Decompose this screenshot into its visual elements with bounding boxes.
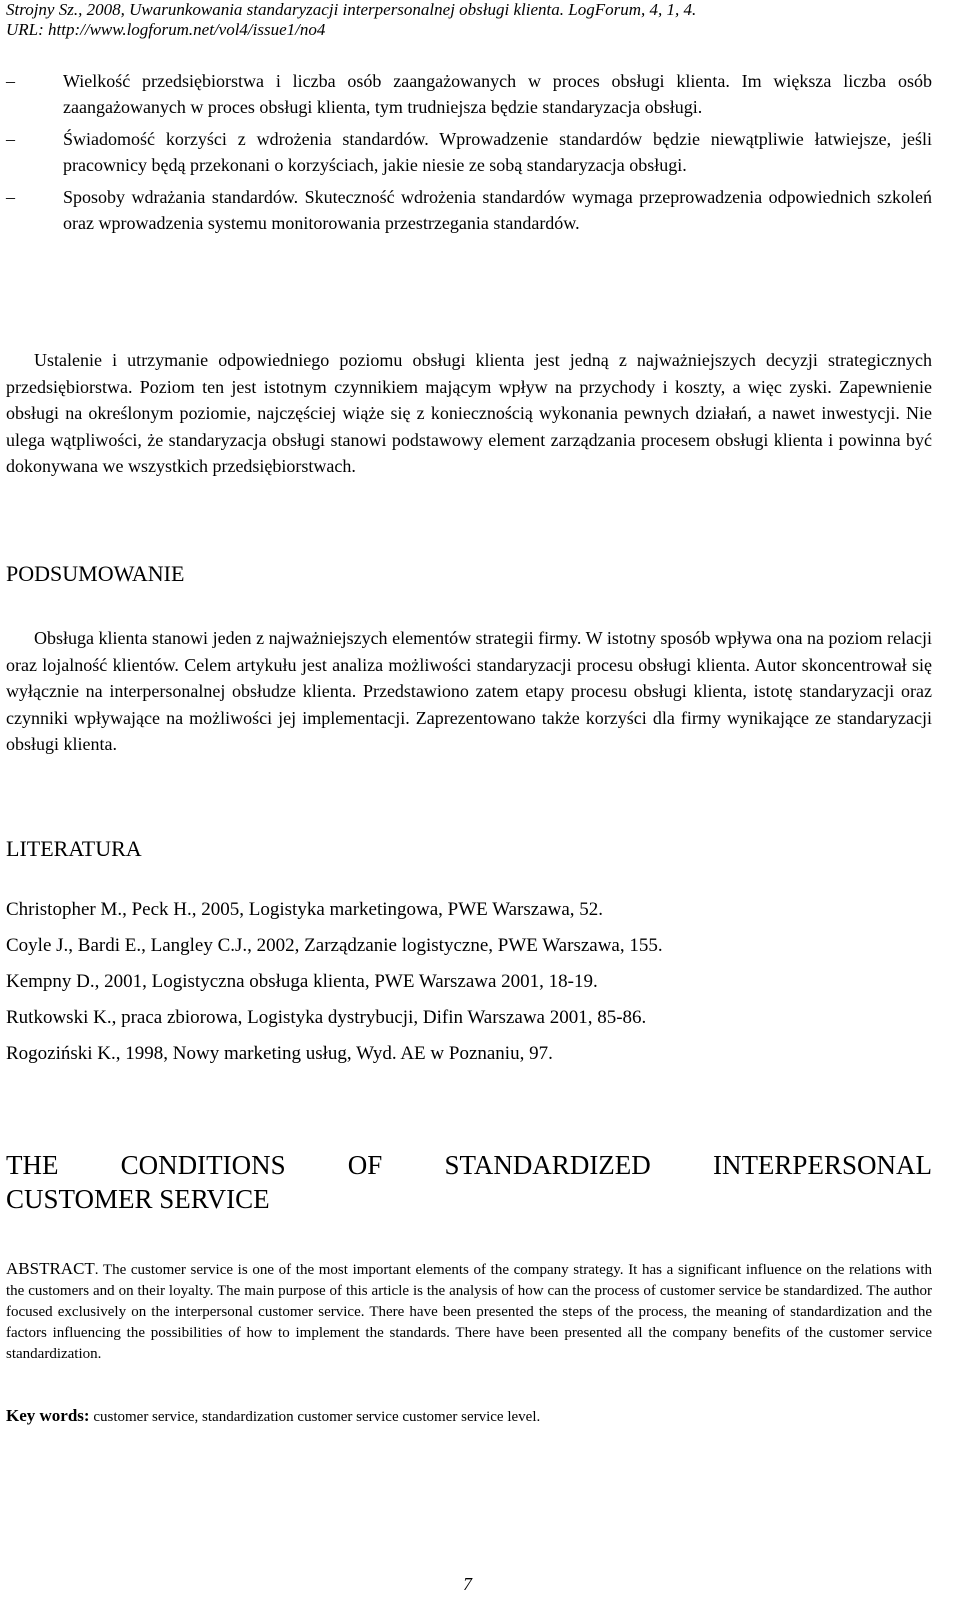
title-word: OF — [347, 1150, 383, 1180]
header-url: URL: http://www.logforum.net/vol4/issue1/no4 — [6, 20, 326, 39]
reference-item: Christopher M., Peck H., 2005, Logistyka marketingowa, PWE Warszawa, 52. — [6, 899, 604, 920]
reference-item: Kempny D., 2001, Logistyczna obsługa klienta, PWE Warszawa 2001, 18-19. — [6, 971, 598, 992]
reference-list — [6, 898, 932, 1078]
keywords-label: Key words: — [6, 1406, 90, 1425]
list-item — [6, 68, 932, 120]
list-item — [6, 126, 932, 178]
list-item — [6, 184, 932, 236]
dash-bullet: – — [6, 71, 15, 91]
page-number: 7 — [463, 1574, 472, 1594]
reference-item: Rutkowski K., praca zbiorowa, Logistyka dystrybucji, Difin Warszawa 2001, 85-86. — [6, 1007, 647, 1028]
keywords-text: customer service, standardization customer service customer service level. — [89, 1409, 541, 1425]
body-paragraph: Ustalenie i utrzymanie odpowiedniego poziomu obsługi klienta jest jedną z najważniejszych decyzji strategicznych przedsiębiorstwa. Poziom ten jest istotnym czynnikiem mającym wpływ na przychody i koszty, a więc zyski. Zapewnienie obsługi na określonym poziomie, najczęściej wiąże się z koniecznością wykonania pewnych działań, a nawet inwestycji. Nie ulega wątpliwości, że standaryzacja obsługi stanowi podstawowy element zarządzania procesem obsługi klienta i powinna być dokonywana we wszystkich przedsiębiorstwach. — [6, 350, 932, 476]
bullet-list — [6, 68, 932, 242]
title-word: THE — [6, 1150, 59, 1180]
summary-heading: PODSUMOWANIE — [6, 561, 185, 586]
reference-item: Coyle J., Bardi E., Langley C.J., 2002, Zarządzanie logistyczne, PWE Warszawa, 155. — [6, 935, 663, 956]
abstract-text: . The customer service is one of the most important elements of the company strategy. It has a significant influence on the relations with the customers and on their loyalty. The main purpose of this article is the analysis of how can the process of customer service be standardized. The author focused exclusively on the interpersonal customer service. There have been presented the steps of the process, the meaning of standardization and the factors influencing the possibilities of how to implement the standards. There have been presented all the company benefits of the customer service standardization. — [6, 1262, 932, 1362]
english-title — [6, 1148, 932, 1216]
literature-heading: LITERATURA — [6, 836, 142, 861]
english-title-line2: CUSTOMER SERVICE — [6, 1184, 270, 1214]
title-word: STANDARDIZED — [444, 1150, 651, 1180]
title-word: CONDITIONS — [120, 1150, 286, 1180]
list-item-text: Sposoby wdrażania standardów. Skuteczność wdrożenia standardów wymaga przeprowadzenia odpowiednich szkoleń oraz wprowadzenia systemu monitorowania przestrzegania standardów. — [63, 187, 932, 233]
list-item-text: Wielkość przedsiębiorstwa i liczba osób zaangażowanych w proces obsługi klienta. Im większa liczba osób zaangażowanych w proces obsługi klienta, tym trudniejsza będzie standaryzacja obsługi. — [63, 71, 932, 117]
reference-item: Rogoziński K., 1998, Nowy marketing usług, Wyd. AE w Poznaniu, 97. — [6, 1043, 553, 1064]
abstract-label: ABSTRACT — [6, 1259, 95, 1278]
header-citation: Strojny Sz., 2008, Uwarunkowania standaryzacji interpersonalnej obsługi klienta. LogForum, 4, 1, 4. — [6, 0, 697, 19]
abstract — [6, 1258, 932, 1365]
list-item-text: Świadomość korzyści z wdrożenia standardów. Wprowadzenie standardów będzie niewątpliwie łatwiejsze, jeśli pracownicy będą przekonani o korzyściach, jakie niesie ze sobą standaryzacja obsługi. — [63, 129, 932, 175]
running-header — [6, 0, 806, 40]
english-title-line1 — [6, 1148, 932, 1182]
title-word: INTERPERSONAL — [712, 1150, 932, 1180]
keywords — [6, 1405, 932, 1428]
dash-bullet: – — [6, 187, 15, 207]
summary-paragraph: Obsługa klienta stanowi jeden z najważniejszych elementów strategii firmy. W istotny sposób wpływa ona na poziom relacji oraz lojalność klientów. Celem artykułu jest analiza możliwości standaryzacji procesu obsługi klienta. Autor skoncentrował się wyłącznie na interpersonalnej obsłudze klienta. Przedstawiono zatem etapy procesu obsługi klienta, istotę standaryzacji oraz czynniki wpływające na możliwości jej implementacji. Zaprezentowano także korzyści dla firmy wynikające ze standaryzacji obsługi klienta. — [6, 628, 932, 754]
dash-bullet: – — [6, 129, 15, 149]
